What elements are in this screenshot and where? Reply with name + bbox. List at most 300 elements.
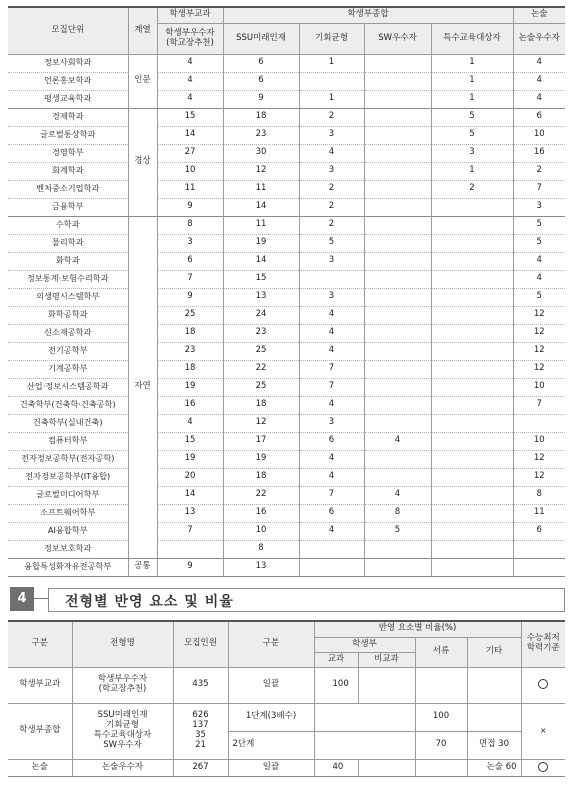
essay-cell: 10 xyxy=(513,126,565,144)
category-cell: 학생부교과 xyxy=(8,667,72,703)
unit-name-cell: 컴퓨터학부 xyxy=(8,432,128,450)
table-row xyxy=(8,378,565,396)
header-other: 기타 xyxy=(467,637,521,667)
table-row xyxy=(8,703,565,731)
essay-cell: 12 xyxy=(513,360,565,378)
table-row xyxy=(8,108,565,126)
equal-opportunity-cell: 4 xyxy=(299,342,364,360)
equal-opportunity-cell: 4 xyxy=(299,144,364,162)
sw-excellent-cell xyxy=(364,108,431,126)
sw-excellent-cell xyxy=(364,396,431,414)
essay-cell: 12 xyxy=(513,306,565,324)
essay-cell: 12 xyxy=(513,324,565,342)
equal-opportunity-cell: 4 xyxy=(299,396,364,414)
table-row xyxy=(8,360,565,378)
track-cell: 경상 xyxy=(128,108,157,216)
essay-cell: 7 xyxy=(513,180,565,198)
header-equal-opportunity: 기회균형 xyxy=(299,23,364,54)
school-record-cell: 19 xyxy=(157,378,223,396)
header-documents: 서류 xyxy=(415,637,467,667)
table-row xyxy=(8,288,565,306)
unit-name-cell: AI융합학부 xyxy=(8,522,128,540)
header-group-comprehensive: 학생부종합 xyxy=(223,7,513,23)
table-row xyxy=(8,759,565,776)
unit-name-cell: 전자정보공학부(IT융합) xyxy=(8,468,128,486)
table-row xyxy=(8,667,565,703)
sw-excellent-cell xyxy=(364,270,431,288)
special-education-cell xyxy=(431,252,513,270)
school-record-cell: 11 xyxy=(157,180,223,198)
school-record-cell: 7 xyxy=(157,522,223,540)
ssu-future-cell: 30 xyxy=(223,144,299,162)
essay-cell xyxy=(513,414,565,432)
school-record-cell: 9 xyxy=(157,288,223,306)
equal-opportunity-cell: 1 xyxy=(299,90,364,108)
school-record-cell: 4 xyxy=(157,414,223,432)
unit-name-cell: 화학공학과 xyxy=(8,306,128,324)
equal-opportunity-cell xyxy=(299,72,364,90)
header-essay-excellent: 논술우수자 xyxy=(513,23,565,54)
table-row xyxy=(8,162,565,180)
header-admission-type: 전형명 xyxy=(72,621,173,667)
special-education-cell xyxy=(431,234,513,252)
essay-cell: 6 xyxy=(513,108,565,126)
section-number-badge: 4 xyxy=(10,587,34,611)
sw-excellent-cell xyxy=(364,450,431,468)
school-record-cell: 7 xyxy=(157,270,223,288)
ssu-future-cell: 18 xyxy=(223,468,299,486)
equal-opportunity-cell: 7 xyxy=(299,486,364,504)
special-education-cell xyxy=(431,396,513,414)
track-cell: 인문 xyxy=(128,54,157,108)
sw-excellent-cell xyxy=(364,288,431,306)
unit-name-cell: 정보통계·보험수리학과 xyxy=(8,270,128,288)
sw-excellent-cell xyxy=(364,558,431,576)
essay-cell: 5 xyxy=(513,234,565,252)
sw-excellent-cell xyxy=(364,342,431,360)
quota-table-body xyxy=(8,54,565,576)
essay-cell: 10 xyxy=(513,432,565,450)
ssu-future-cell: 6 xyxy=(223,72,299,90)
essay-cell: 16 xyxy=(513,144,565,162)
special-education-cell xyxy=(431,270,513,288)
ssu-future-cell: 14 xyxy=(223,252,299,270)
special-education-cell xyxy=(431,432,513,450)
admission-type-cell: 학생부우수자 (학교장추천) xyxy=(72,667,173,703)
table-row xyxy=(8,324,565,342)
header-school-record: 학생부 xyxy=(314,637,415,652)
special-education-cell xyxy=(431,486,513,504)
unit-name-cell: 정보사회학과 xyxy=(8,54,128,72)
ssu-future-cell: 22 xyxy=(223,360,299,378)
essay-cell: 6 xyxy=(513,522,565,540)
unit-name-cell: 의생명시스템학부 xyxy=(8,288,128,306)
header-track: 계열 xyxy=(128,7,157,54)
special-education-cell xyxy=(431,378,513,396)
equal-opportunity-cell: 2 xyxy=(299,108,364,126)
equal-opportunity-cell: 3 xyxy=(299,162,364,180)
equal-opportunity-cell: 4 xyxy=(299,306,364,324)
stage-cell: 1단계(3배수) xyxy=(228,703,314,731)
essay-cell: 4 xyxy=(513,270,565,288)
ssu-future-cell: 19 xyxy=(223,234,299,252)
school-record-cell: 19 xyxy=(157,450,223,468)
sw-excellent-cell xyxy=(364,90,431,108)
equal-opportunity-cell xyxy=(299,558,364,576)
essay-cell: 4 xyxy=(513,90,565,108)
ssu-future-cell: 23 xyxy=(223,126,299,144)
ssu-future-cell: 24 xyxy=(223,306,299,324)
special-education-cell: 3 xyxy=(431,144,513,162)
unit-name-cell: 건축학부(건축학·건축공학) xyxy=(8,396,128,414)
special-education-cell: 1 xyxy=(431,90,513,108)
min-standard-cell xyxy=(521,703,565,759)
unit-name-cell: 정보보호학과 xyxy=(8,540,128,558)
special-education-cell xyxy=(431,198,513,216)
min-standard-cell xyxy=(521,759,565,776)
admission-ratio-table xyxy=(8,620,565,777)
table-row xyxy=(8,558,565,576)
special-education-cell xyxy=(431,324,513,342)
unit-name-cell: 금융학부 xyxy=(8,198,128,216)
essay-cell: 3 xyxy=(513,198,565,216)
school-record-cell: 18 xyxy=(157,360,223,378)
special-education-cell: 5 xyxy=(431,108,513,126)
header-special-education: 특수교육대상자 xyxy=(431,23,513,54)
essay-cell: 4 xyxy=(513,54,565,72)
sw-excellent-cell xyxy=(364,414,431,432)
unit-name-cell: 기계공학부 xyxy=(8,360,128,378)
special-education-cell xyxy=(431,504,513,522)
sw-excellent-cell xyxy=(364,324,431,342)
school-record-cell: 23 xyxy=(157,342,223,360)
sw-excellent-cell: 5 xyxy=(364,522,431,540)
sw-excellent-cell xyxy=(364,216,431,234)
table-row xyxy=(8,522,565,540)
unit-name-cell: 수학과 xyxy=(8,216,128,234)
academic-cell: 40 xyxy=(314,759,358,776)
ssu-future-cell: 13 xyxy=(223,558,299,576)
table-row xyxy=(8,126,565,144)
header-ssu-future: SSU미래인재 xyxy=(223,23,299,54)
special-education-cell xyxy=(431,414,513,432)
unit-name-cell: 소프트웨어학부 xyxy=(8,504,128,522)
special-education-cell xyxy=(431,288,513,306)
sw-excellent-cell xyxy=(364,360,431,378)
school-record-cell: 13 xyxy=(157,504,223,522)
equal-opportunity-cell: 3 xyxy=(299,252,364,270)
table-row xyxy=(8,252,565,270)
special-education-cell: 1 xyxy=(431,162,513,180)
equal-opportunity-cell: 6 xyxy=(299,504,364,522)
sw-excellent-cell xyxy=(364,126,431,144)
section-title-box xyxy=(48,588,565,612)
table-row xyxy=(8,486,565,504)
special-education-cell: 5 xyxy=(431,126,513,144)
essay-cell: 12 xyxy=(513,342,565,360)
unit-name-cell: 언론홍보학과 xyxy=(8,72,128,90)
ssu-future-cell: 9 xyxy=(223,90,299,108)
ssu-future-cell: 23 xyxy=(223,324,299,342)
essay-cell: 7 xyxy=(513,396,565,414)
unit-name-cell: 경영학부 xyxy=(8,144,128,162)
table-row xyxy=(8,342,565,360)
table-row xyxy=(8,414,565,432)
ssu-future-cell: 15 xyxy=(223,270,299,288)
unit-name-cell: 화학과 xyxy=(8,252,128,270)
table-row xyxy=(8,144,565,162)
sw-excellent-cell: 8 xyxy=(364,504,431,522)
sw-excellent-cell xyxy=(364,378,431,396)
unit-name-cell: 물리학과 xyxy=(8,234,128,252)
ssu-future-cell: 16 xyxy=(223,504,299,522)
school-record-cell: 20 xyxy=(157,468,223,486)
sw-excellent-cell xyxy=(364,540,431,558)
sw-excellent-cell xyxy=(364,468,431,486)
equal-opportunity-cell: 2 xyxy=(299,180,364,198)
unit-name-cell: 벤처중소기업학과 xyxy=(8,180,128,198)
section-heading xyxy=(8,586,565,613)
documents-cell xyxy=(415,759,467,776)
other-cell: 면접 30 xyxy=(467,731,521,759)
ssu-future-cell: 18 xyxy=(223,396,299,414)
ssu-future-cell: 10 xyxy=(223,522,299,540)
unit-name-cell: 경제학과 xyxy=(8,108,128,126)
school-record-cell: 4 xyxy=(157,90,223,108)
essay-cell: 10 xyxy=(513,378,565,396)
unit-name-cell: 평생교육학과 xyxy=(8,90,128,108)
table-row xyxy=(8,540,565,558)
table-row xyxy=(8,270,565,288)
essay-cell: 8 xyxy=(513,486,565,504)
sw-excellent-cell: 4 xyxy=(364,432,431,450)
table-row xyxy=(8,180,565,198)
equal-opportunity-cell: 4 xyxy=(299,468,364,486)
school-record-cell: 15 xyxy=(157,432,223,450)
ssu-future-cell: 12 xyxy=(223,414,299,432)
school-record-cell: 4 xyxy=(157,54,223,72)
special-education-cell xyxy=(431,522,513,540)
school-record-cell: 16 xyxy=(157,396,223,414)
essay-cell: 12 xyxy=(513,468,565,486)
recruitment-quota-table xyxy=(8,6,565,577)
table-row xyxy=(8,468,565,486)
school-record-cell: 10 xyxy=(157,162,223,180)
essay-cell: 2 xyxy=(513,162,565,180)
unit-name-cell: 융합특성화자유전공학부 xyxy=(8,558,128,576)
special-education-cell xyxy=(431,468,513,486)
header-unit: 모집단위 xyxy=(8,7,128,54)
school-record-cell: 9 xyxy=(157,558,223,576)
header-group-essay: 논술 xyxy=(513,7,565,23)
quota-cell: 626 137 35 21 xyxy=(173,703,228,759)
sw-excellent-cell: 4 xyxy=(364,486,431,504)
equal-opportunity-cell xyxy=(299,270,364,288)
circle-icon xyxy=(538,762,548,772)
essay-cell: 4 xyxy=(513,72,565,90)
min-standard-cell xyxy=(521,667,565,703)
ssu-future-cell: 18 xyxy=(223,108,299,126)
header-excellent-student: 학생부우수자 (학교장추천) xyxy=(157,23,223,54)
unit-name-cell: 회계학과 xyxy=(8,162,128,180)
track-cell: 공통 xyxy=(128,558,157,576)
stage-cell: 일괄 xyxy=(228,667,314,703)
ssu-future-cell: 11 xyxy=(223,180,299,198)
stage-cell: 2단계 xyxy=(228,731,314,759)
equal-opportunity-cell xyxy=(299,540,364,558)
quota-cell: 267 xyxy=(173,759,228,776)
equal-opportunity-cell: 7 xyxy=(299,378,364,396)
special-education-cell xyxy=(431,306,513,324)
school-record-cell: 25 xyxy=(157,306,223,324)
special-education-cell xyxy=(431,342,513,360)
non-academic-cell xyxy=(358,667,415,703)
school-record-cell: 15 xyxy=(157,108,223,126)
section-title: 전형별 반영 요소 및 비율 xyxy=(65,594,234,610)
unit-name-cell: 글로벌통상학과 xyxy=(8,126,128,144)
special-education-cell: 1 xyxy=(431,54,513,72)
ssu-future-cell: 6 xyxy=(223,54,299,72)
documents-cell: 70 xyxy=(415,731,467,759)
table-row xyxy=(8,54,565,72)
header-sw-excellent: SW우수자 xyxy=(364,23,431,54)
ssu-future-cell: 22 xyxy=(223,486,299,504)
equal-opportunity-cell: 3 xyxy=(299,414,364,432)
sw-excellent-cell xyxy=(364,198,431,216)
table-row xyxy=(8,450,565,468)
category-cell: 논술 xyxy=(8,759,72,776)
ssu-future-cell: 19 xyxy=(223,450,299,468)
header-ratio-group: 반영 요소별 비율(%) xyxy=(314,621,521,637)
school-record-cell: 6 xyxy=(157,252,223,270)
sw-excellent-cell xyxy=(364,54,431,72)
table-row xyxy=(8,396,565,414)
equal-opportunity-cell: 5 xyxy=(299,234,364,252)
equal-opportunity-cell: 6 xyxy=(299,432,364,450)
school-record-cell: 4 xyxy=(157,72,223,90)
school-record-cell: 9 xyxy=(157,198,223,216)
equal-opportunity-cell: 1 xyxy=(299,54,364,72)
documents-cell xyxy=(415,667,467,703)
documents-cell: 100 xyxy=(415,703,467,731)
table-row xyxy=(8,90,565,108)
school-record-cell: 27 xyxy=(157,144,223,162)
table-row xyxy=(8,198,565,216)
unit-name-cell: 건축학부(실내건축) xyxy=(8,414,128,432)
non-academic-cell xyxy=(358,759,415,776)
school-record-cell xyxy=(157,540,223,558)
sw-excellent-cell xyxy=(364,162,431,180)
other-cell xyxy=(467,667,521,703)
school-record-cell xyxy=(314,731,415,759)
special-education-cell: 2 xyxy=(431,180,513,198)
quota-cell: 435 xyxy=(173,667,228,703)
essay-cell xyxy=(513,558,565,576)
sw-excellent-cell xyxy=(364,252,431,270)
track-cell: 자연 xyxy=(128,216,157,558)
other-cell: 논술 60 xyxy=(467,759,521,776)
table-row xyxy=(8,432,565,450)
equal-opportunity-cell: 2 xyxy=(299,198,364,216)
header-min-standard: 수능최저 학력기준 xyxy=(521,621,565,667)
admission-type-cell: SSU미래인재 기회균형 특수교육대상자 SW우수자 xyxy=(72,703,173,759)
table-row xyxy=(8,306,565,324)
unit-name-cell: 전기공학부 xyxy=(8,342,128,360)
ssu-future-cell: 12 xyxy=(223,162,299,180)
table-row xyxy=(8,72,565,90)
sw-excellent-cell xyxy=(364,234,431,252)
school-record-cell: 8 xyxy=(157,216,223,234)
table-row xyxy=(8,504,565,522)
equal-opportunity-cell: 4 xyxy=(299,450,364,468)
equal-opportunity-cell: 2 xyxy=(299,216,364,234)
school-record-cell: 3 xyxy=(157,234,223,252)
header-group-school-record: 학생부교과 xyxy=(157,7,223,23)
equal-opportunity-cell: 7 xyxy=(299,360,364,378)
header-quota: 모집인원 xyxy=(173,621,228,667)
ssu-future-cell: 25 xyxy=(223,378,299,396)
school-record-cell: 14 xyxy=(157,126,223,144)
unit-name-cell: 전자정보공학부(전자공학) xyxy=(8,450,128,468)
essay-cell: 5 xyxy=(513,216,565,234)
heading-connector-line xyxy=(34,598,48,599)
sw-excellent-cell xyxy=(364,144,431,162)
academic-cell: 100 xyxy=(314,667,358,703)
essay-cell: 4 xyxy=(513,252,565,270)
ssu-future-cell: 13 xyxy=(223,288,299,306)
equal-opportunity-cell: 3 xyxy=(299,288,364,306)
ssu-future-cell: 11 xyxy=(223,216,299,234)
stage-cell: 일괄 xyxy=(228,759,314,776)
essay-cell: 11 xyxy=(513,504,565,522)
x-icon: × xyxy=(539,725,547,735)
unit-name-cell: 신소재공학과 xyxy=(8,324,128,342)
ssu-future-cell: 17 xyxy=(223,432,299,450)
ssu-future-cell: 8 xyxy=(223,540,299,558)
school-record-cell: 18 xyxy=(157,324,223,342)
header-non-academic: 비교과 xyxy=(358,652,415,667)
table-row xyxy=(8,234,565,252)
unit-name-cell: 글로벌미디어학부 xyxy=(8,486,128,504)
admission-type-cell: 논술우수자 xyxy=(72,759,173,776)
sw-excellent-cell xyxy=(364,306,431,324)
other-cell xyxy=(467,703,521,731)
ssu-future-cell: 14 xyxy=(223,198,299,216)
equal-opportunity-cell: 4 xyxy=(299,324,364,342)
essay-cell: 5 xyxy=(513,288,565,306)
essay-cell xyxy=(513,540,565,558)
special-education-cell: 1 xyxy=(431,72,513,90)
ssu-future-cell: 25 xyxy=(223,342,299,360)
school-record-cell: 14 xyxy=(157,486,223,504)
essay-cell: 12 xyxy=(513,450,565,468)
unit-name-cell: 산업·정보시스템공학과 xyxy=(8,378,128,396)
school-record-cell xyxy=(314,703,415,731)
category-cell: 학생부종합 xyxy=(8,703,72,759)
special-education-cell xyxy=(431,216,513,234)
equal-opportunity-cell: 4 xyxy=(299,522,364,540)
header-category: 구분 xyxy=(8,621,72,667)
special-education-cell xyxy=(431,540,513,558)
sw-excellent-cell xyxy=(364,72,431,90)
header-stage: 구분 xyxy=(228,621,314,667)
sw-excellent-cell xyxy=(364,180,431,198)
circle-icon xyxy=(538,679,548,689)
table-row xyxy=(8,216,565,234)
special-education-cell xyxy=(431,450,513,468)
equal-opportunity-cell: 3 xyxy=(299,126,364,144)
special-education-cell xyxy=(431,558,513,576)
